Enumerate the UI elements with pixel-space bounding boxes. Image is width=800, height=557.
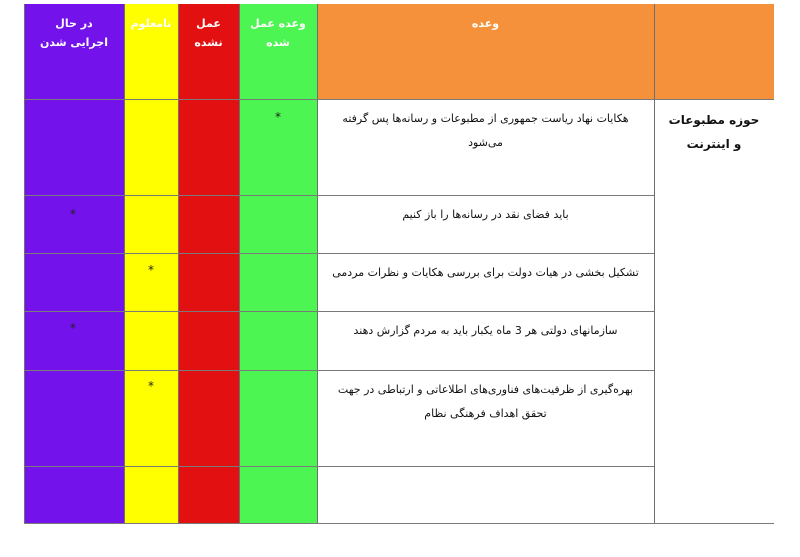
promise-text xyxy=(317,261,654,285)
promise-text xyxy=(317,203,654,227)
header-not-done: عمل نشده xyxy=(194,17,223,49)
header-in-progress: در حال اجرایی شدن xyxy=(40,17,108,49)
promise-text xyxy=(317,107,654,155)
status-mark: * xyxy=(148,379,154,393)
promise-line: سازمانهای دولتی هر 3 ماه یکبار باید به مردم گزارش دهند xyxy=(353,324,618,337)
header-done: وعده عمل شده xyxy=(250,17,306,49)
status-mark: * xyxy=(148,263,154,277)
promise-text xyxy=(317,319,654,343)
promise-line: می‌شود xyxy=(468,136,503,149)
promise-line: تحقق اهداف فرهنگی نظام xyxy=(424,407,547,420)
promises-table xyxy=(24,4,774,524)
header-promise: وعده xyxy=(471,17,500,30)
promise-line: بهره‌گیری از ظرفیت‌های فناوری‌های اطلاعاتی و ارتباطی در جهت xyxy=(337,383,634,396)
status-mark: * xyxy=(70,321,76,335)
area-label: حوزه مطبوعات و اینترنت xyxy=(668,113,760,151)
column-not-done xyxy=(178,4,239,524)
header-unknown: نامعلوم xyxy=(130,17,172,30)
promise-line: تشکیل بخشی در هیات دولت برای بررسی هکایات و نظرات مردمی xyxy=(332,266,639,279)
column-done xyxy=(239,4,317,524)
promise-line: باید فضای نقد در رسانه‌ها را باز کنیم xyxy=(402,208,569,221)
column-in-progress xyxy=(24,4,124,524)
status-mark: * xyxy=(275,110,281,124)
status-mark: * xyxy=(70,207,76,221)
promise-text xyxy=(317,378,654,426)
promise-line: هکایات نهاد ریاست جمهوری از مطبوعات و رسانه‌ها پس گرفته xyxy=(342,112,629,125)
column-area-header-bg xyxy=(654,4,774,99)
